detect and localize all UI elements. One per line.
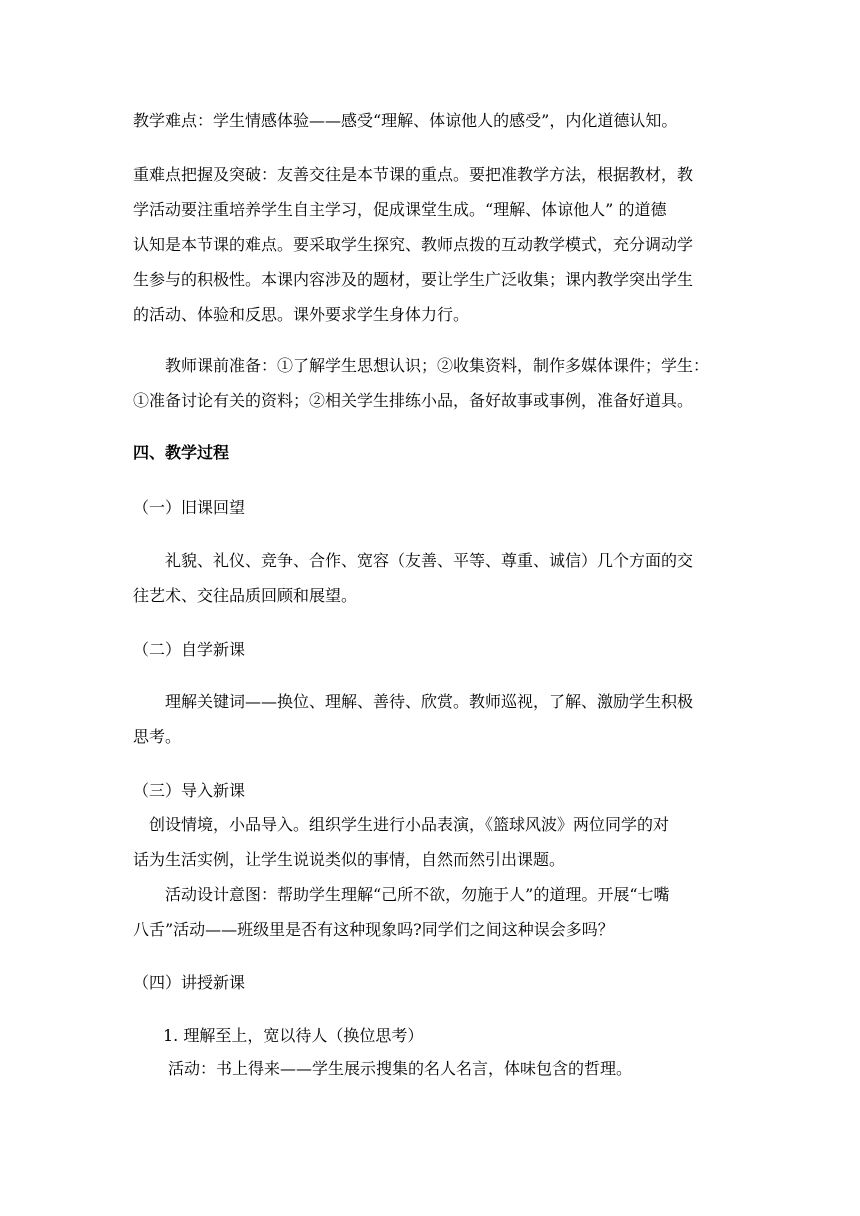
section-heading-teaching-process: 四、教学过程 bbox=[133, 443, 230, 462]
difficulty-line: 教学难点：学生情感体验——感受“理解、体谅他人的感受”，内化道德认知。 bbox=[133, 111, 678, 130]
introduction-line-2: 话为生活实例，让学生说说类似的事情，自然而然引出课题。 bbox=[133, 850, 566, 869]
subheading-self-study: （二）自学新课 bbox=[133, 640, 246, 659]
key-points-line-1: 重难点把握及突破：友善交往是本节课的重点。要把准教学方法，根据教材，教 bbox=[133, 165, 694, 184]
subheading-review: （一）旧课回望 bbox=[133, 498, 246, 517]
introduction-line-3: 活动设计意图：帮助学生理解“己所不欲，勿施于人”的道理。开展“七嘴 bbox=[165, 885, 670, 904]
self-study-line-2: 思考。 bbox=[133, 727, 182, 746]
new-lesson-activity: 活动：书上得来——学生展示搜集的名人名言，体味包含的哲理。 bbox=[168, 1059, 633, 1078]
key-points-line-5: 的活动、体验和反思。课外要求学生身体力行。 bbox=[133, 305, 470, 324]
key-points-line-4: 生参与的积极性。本课内容涉及的题材，要让学生广泛收集；课内教学突出学生 bbox=[133, 270, 694, 289]
preparation-line-2: ①准备讨论有关的资料；②相关学生排练小品，备好故事或事例，准备好道具。 bbox=[133, 391, 694, 410]
introduction-line-4: 八舌”活动——班级里是否有这种现象吗?同学们之间这种误会多吗？ bbox=[133, 920, 614, 939]
preparation-line-1: 教师课前准备：①了解学生思想认识；②收集资料，制作多媒体课件；学生： bbox=[165, 356, 710, 375]
introduction-line-1: 创设情境，小品导入。组织学生进行小品表演，《篮球风波》两位同学的对 bbox=[149, 815, 670, 834]
subheading-introduction: （三）导入新课 bbox=[133, 781, 246, 800]
new-lesson-item-1: 1. 理解至上，宽以待人（换位思考） bbox=[163, 1026, 424, 1045]
review-line-1: 礼貌、礼仪、竞争、合作、宽容（友善、平等、尊重、诚信）几个方面的交 bbox=[165, 551, 694, 570]
self-study-line-1: 理解关键词——换位、理解、善待、欣赏。教师巡视，了解、激励学生积极 bbox=[165, 692, 694, 711]
key-points-line-2: 学活动要注重培养学生自主学习，促成课堂生成。“理解、体谅他人” 的道德 bbox=[133, 200, 667, 219]
key-points-line-3: 认知是本节课的难点。要采取学生探究、教师点拨的互动教学模式，充分调动学 bbox=[133, 235, 694, 254]
subheading-new-lesson: （四）讲授新课 bbox=[133, 973, 246, 992]
review-line-2: 往艺术、交往品质回顾和展望。 bbox=[133, 586, 358, 605]
